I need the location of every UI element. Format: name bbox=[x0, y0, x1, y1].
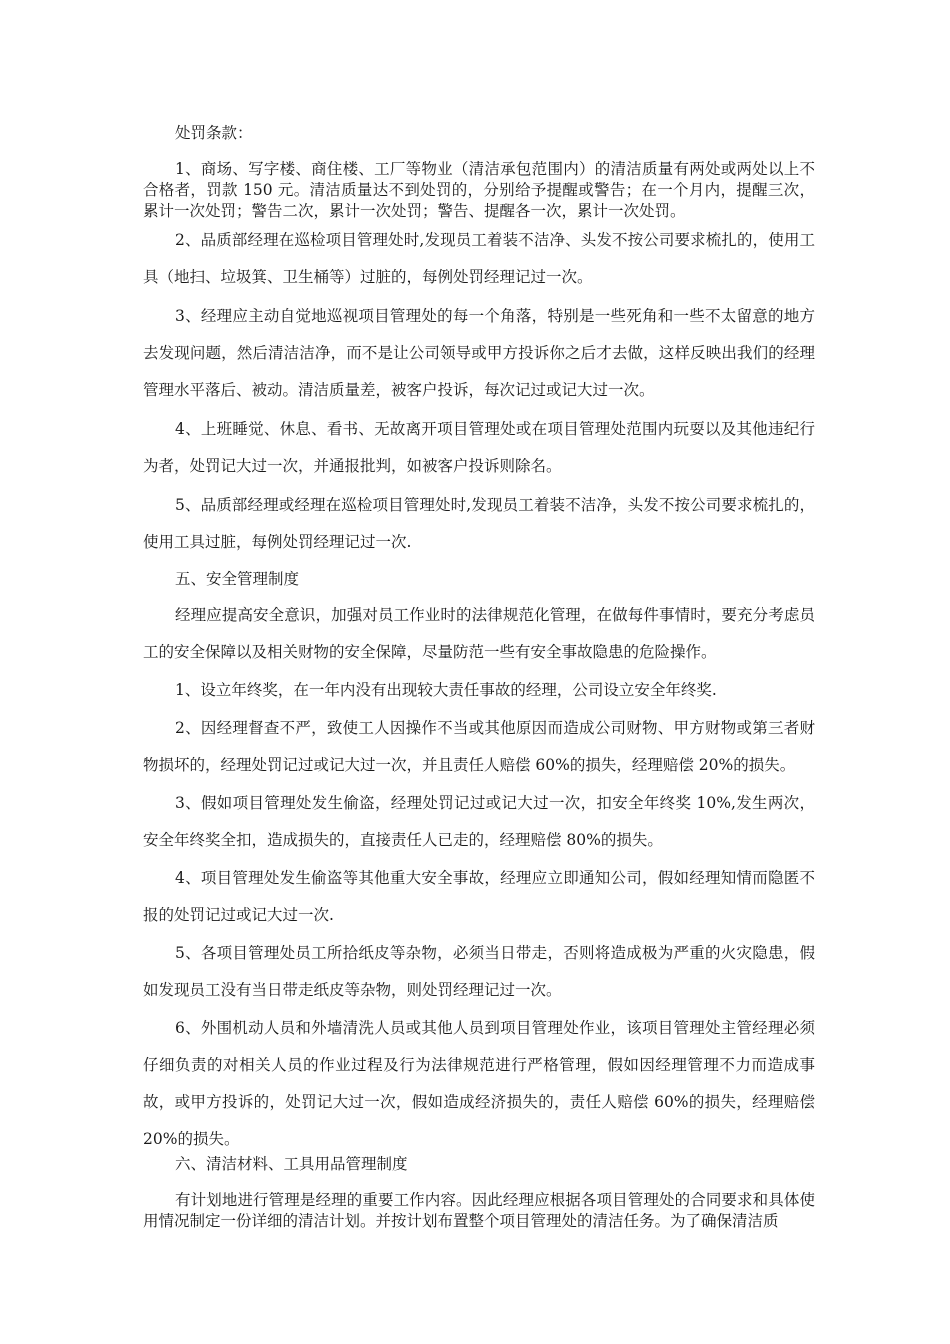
paragraph-penalty-2: 2、品质部经理在巡检项目管理处时,发现员工着装不洁净、头发不按公司要求梳扎的，使用工具（地扫、垃圾箕、卫生桶等）过脏的，每例处罚经理记过一次。 bbox=[143, 231, 815, 286]
paragraph-safety-intro: 经理应提高安全意识，加强对员工作业时的法律规范化管理，在做每件事情时，要充分考虑员工的安全保障以及相关财物的安全保障，尽量防范一些有安全事故隐患的危险操作。 bbox=[143, 606, 815, 661]
paragraph-safety-1: 1、设立年终奖，在一年内没有出现较大责任事故的经理，公司设立安全年终奖. bbox=[175, 681, 717, 699]
section-five-heading: 五、安全管理制度 bbox=[175, 570, 300, 588]
paragraph-penalty-3: 3、经理应主动自觉地巡视项目管理处的每一个角落，特别是一些死角和一些不太留意的地方去发现问题，然后清洁洁净，而不是让公司领导或甲方投诉你之后才去做，这样反映出我们的经理管理水平落后、被动。清洁质量差，被客户投诉，每次记过或记大过一次。 bbox=[143, 307, 815, 399]
paragraph-penalty-4: 4、上班睡觉、休息、看书、无故离开项目管理处或在项目管理处范围内玩耍以及其他违纪行为者，处罚记大过一次，并通报批判，如被客户投诉则除名。 bbox=[143, 420, 815, 475]
paragraph-safety-6: 6、外围机动人员和外墙清洗人员或其他人员到项目管理处作业，该项目管理处主管经理必须仔细负责的对相关人员的作业过程及行为法律规范进行严格管理，假如因经理管理不力而造成事故，或甲方投诉的，处罚记大过一次，假如造成经济损失的，责任人赔偿 60%的损失，经理赔偿 20%的损失。 bbox=[143, 1019, 815, 1148]
paragraph-penalty-5: 5、品质部经理或经理在巡检项目管理处时,发现员工着装不洁净，头发不按公司要求梳扎的，使用工具过脏，每例处罚经理记过一次. bbox=[143, 496, 815, 551]
paragraph-safety-3: 3、假如项目管理处发生偷盗，经理处罚记过或记大过一次，扣安全年终奖 10%,发生两次，安全年终奖全扣，造成损失的，直接责任人已走的，经理赔偿 80%的损失。 bbox=[143, 794, 815, 849]
paragraph-penalty-1: 1、商场、写字楼、商住楼、工厂等物业（清洁承包范围内）的清洁质量有两处或两处以上不合格者，罚款 150 元。清洁质量达不到处罚的，分别给予提醒或警告；在一个月内，提醒三次，累计一次处罚；警告二次，累计一次处罚；警告、提醒各一次，累计一次处罚。 bbox=[143, 160, 815, 220]
penalty-clauses-heading: 处罚条款： bbox=[175, 124, 253, 142]
paragraph-safety-2: 2、因经理督查不严，致使工人因操作不当或其他原因而造成公司财物、甲方财物或第三者财物损坏的，经理处罚记过或记大过一次，并且责任人赔偿 60%的损失，经理赔偿 20%的损失。 bbox=[143, 719, 815, 774]
section-six-heading: 六、清洁材料、工具用品管理制度 bbox=[175, 1155, 408, 1173]
paragraph-safety-4: 4、项目管理处发生偷盗等其他重大安全事故，经理应立即通知公司，假如经理知情而隐匿不报的处罚记过或记大过一次. bbox=[143, 869, 815, 924]
paragraph-safety-5: 5、各项目管理处员工所拾纸皮等杂物，必须当日带走，否则将造成极为严重的火灾隐患，假如发现员工没有当日带走纸皮等杂物，则处罚经理记过一次。 bbox=[143, 944, 815, 999]
paragraph-materials-intro: 有计划地进行管理是经理的重要工作内容。因此经理应根据各项目管理处的合同要求和具体使用情况制定一份详细的清洁计划。并按计划布置整个项目管理处的清洁任务。为了确保清洁质 bbox=[143, 1191, 815, 1230]
